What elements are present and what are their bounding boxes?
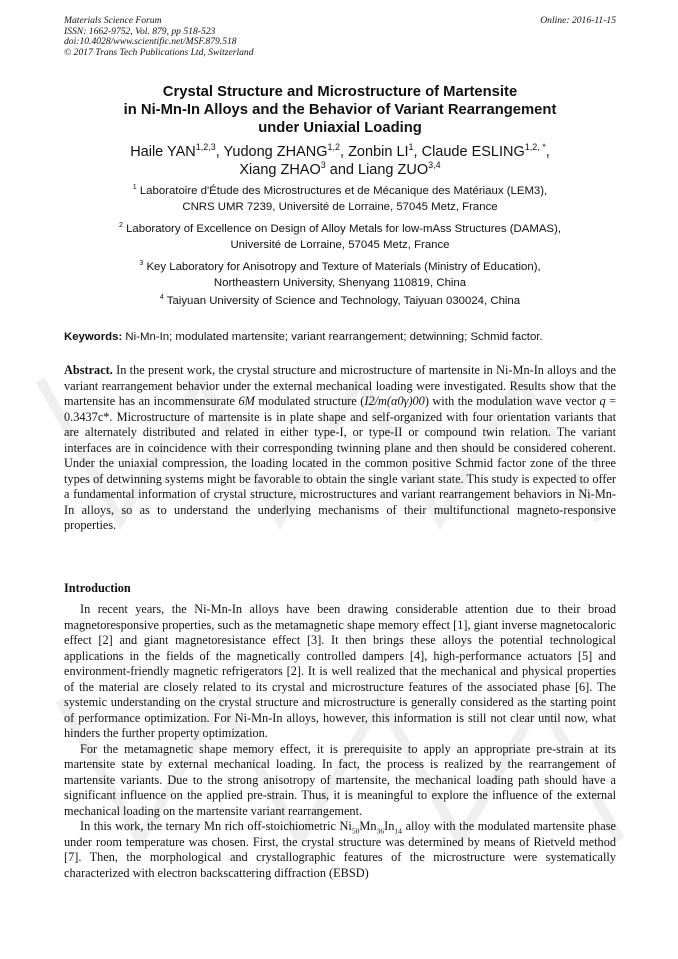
affiliation-line: Université de Lorraine, 57045 Metz, France: [230, 238, 450, 251]
abstract: [64, 363, 616, 534]
author-affil-sup: 1,2, *: [524, 142, 546, 153]
subscript: 36: [376, 826, 385, 836]
title-line-1: Crystal Structure and Microstructure of Martensite: [162, 84, 518, 100]
journal-name: Materials Science Forum: [64, 15, 162, 26]
affiliation-line: CNRS UMR 7239, Université de Lorraine, 57045 Metz, France: [182, 200, 498, 213]
author-name: Claude ESLING: [421, 144, 525, 160]
affiliation-3: [64, 260, 616, 291]
affiliation-line: Northeastern University, Shenyang 110819, China: [213, 276, 467, 289]
affiliation-num: 1: [132, 184, 137, 192]
author-name: Zonbin LI: [348, 144, 409, 160]
author-name: Yudong ZHANG: [223, 144, 328, 160]
introduction-body: [64, 602, 616, 881]
journal-header: [64, 16, 616, 58]
author-list: [64, 143, 616, 179]
abstract-text: = 0.3437c*. Microstructure of martensite is in plate shape and self-organized with four orientation variants that are alternately distributed and related in either type-I, or type-II or compound twin relation. The variant interfaces are in coincidence with their corresponding twinning plane and then should be considered coherent. Under the uniaxial compression, the loading located in the common positive Schmid factor zone of the three types of detwinning systems might be favorable to obtain the single variant state. This study is expected to offer a fundamental information of crystal structure, microstructures and variant rearrangement behaviors in Ni-Mn-In alloys, so as to understand the underlying mechanisms of their multifunctional magneto-responsive properties.: [64, 394, 617, 532]
affiliation-1: [64, 184, 616, 215]
title-line-3: under Uniaxial Loading: [258, 120, 422, 137]
subscript: 50: [351, 826, 360, 836]
intro-text: In this work, the ternary Mn rich off-stoichiometric Ni: [80, 819, 352, 833]
abstract-italic: 6M: [238, 394, 255, 408]
author-sep: ,: [215, 144, 224, 160]
intro-text: alloy with the modulated martensite phase under room temperature was chosen. First, the crystal structure was determined by means of Rietveld method [7]. Then, the morphological and crystallographic features of the microstructure were systematically characterized with electron backscattering diffraction (EBSD): [64, 819, 617, 880]
author-name: Liang ZUO: [358, 162, 429, 178]
abstract-italic: I2/m(α0γ)00: [364, 394, 425, 408]
affiliation-4: [64, 294, 616, 310]
affiliation-line: Key Laboratory for Anisotropy and Texture of Materials (Ministry of Education),: [146, 261, 541, 273]
intro-text: Mn: [359, 819, 377, 833]
subscript: 14: [394, 826, 402, 836]
copyright-line: © 2017 Trans Tech Publications Ltd, Switzerland: [64, 46, 254, 58]
author-affil-sup: 3,4: [428, 160, 441, 171]
section-heading-introduction: Introduction: [64, 581, 131, 595]
author-sep: and: [325, 162, 359, 178]
abstract-text: ) with the modulation wave vector: [424, 394, 596, 408]
affiliation-line: Laboratoire d'Étude des Microstructures et de Mécanique des Matériaux (LEM3),: [139, 185, 548, 197]
intro-paragraph-3: [64, 819, 616, 881]
abstract-text: modulated structure (: [258, 394, 365, 408]
author-sep: ,: [545, 144, 550, 160]
affiliation-num: 2: [118, 222, 123, 230]
doi-line: doi:10.4028/www.scientific.net/MSF.879.518: [64, 36, 237, 48]
author-affil-sup: 1,2,3: [195, 142, 216, 153]
author-affil-sup: 1: [408, 142, 414, 153]
affiliation-line: Laboratory of Excellence on Design of Alloy Metals for low-mAss Structures (DAMAS),: [126, 223, 561, 235]
affiliation-2: [64, 222, 616, 253]
keywords: [64, 330, 616, 345]
author-sep: ,: [340, 144, 349, 160]
abstract-text: In the present work, the crystal structure and microstructure of martensite in Ni-Mn-In alloys and the variant rearrangement behavior under the external mechanical loading were investigated. Results show that the martensite has an incommensurate: [64, 363, 616, 408]
author-name: Xiang ZHAO: [239, 162, 321, 178]
author-sep: ,: [413, 144, 422, 160]
intro-paragraph-1: In recent years, the Ni-Mn-In alloys have been drawing considerable attention due to their broad magnetoresponsive properties, such as the metamagnetic shape memory effect [1], giant inverse magnetocaloric effect [2] and giant magnetoresistance effect [3]. It then brings these alloys the potential technological applications in the fields of the magnetically controlled dampers [4], high-performance actuators [5] and environment-friendly magnetic refrigerators [2]. It is well realized that the mechanical and physical properties of the material are closely related to its crystal and microstructure features of the associated phase [6]. The systemic understanding on the crystal structure and microstructure is generally considered as the starting point of performance optimization. For Ni-Mn-In alloys, however, this information is still not clear until now, what hinders the further property optimization.: [64, 602, 616, 740]
author-name: Haile YAN: [130, 144, 196, 160]
keywords-text: Ni-Mn-In; modulated martensite; variant rearrangement; detwinning; Schmid factor.: [125, 331, 543, 343]
issn-line: ISSN: 1662-9752, Vol. 879, pp 518-523: [64, 25, 216, 37]
title-line-2: in Ni-Mn-In Alloys and the Behavior of Variant Rearrangement: [123, 102, 557, 119]
online-date: Online: 2016-11-15: [540, 15, 616, 26]
abstract-label: Abstract.: [64, 363, 113, 377]
author-affil-sup: 3: [320, 160, 326, 171]
affiliation-num: 3: [139, 260, 144, 268]
affiliation-line: Taiyuan University of Science and Technology, Taiyuan 030024, China: [166, 295, 521, 307]
author-affil-sup: 1,2: [327, 142, 341, 153]
keywords-label: Keywords:: [64, 331, 123, 343]
intro-paragraph-2: For the metamagnetic shape memory effect, it is prerequisite to apply an appropriate pre-strain at its martensite state by external mechanical loading. In fact, the process is realized by the rearrangement of martensite variants. Due to the strong anisotropy of martensite, the mechanical loading path should have a significant influence on the applied pre-strain. Thus, it is meaningful to explore the influence of the external mechanical loading on the martensite variant rearrangement.: [64, 741, 616, 818]
intro-text: In: [384, 819, 395, 833]
paper-title: [64, 83, 616, 138]
abstract-italic: q: [599, 394, 606, 408]
affiliation-num: 4: [159, 294, 164, 302]
